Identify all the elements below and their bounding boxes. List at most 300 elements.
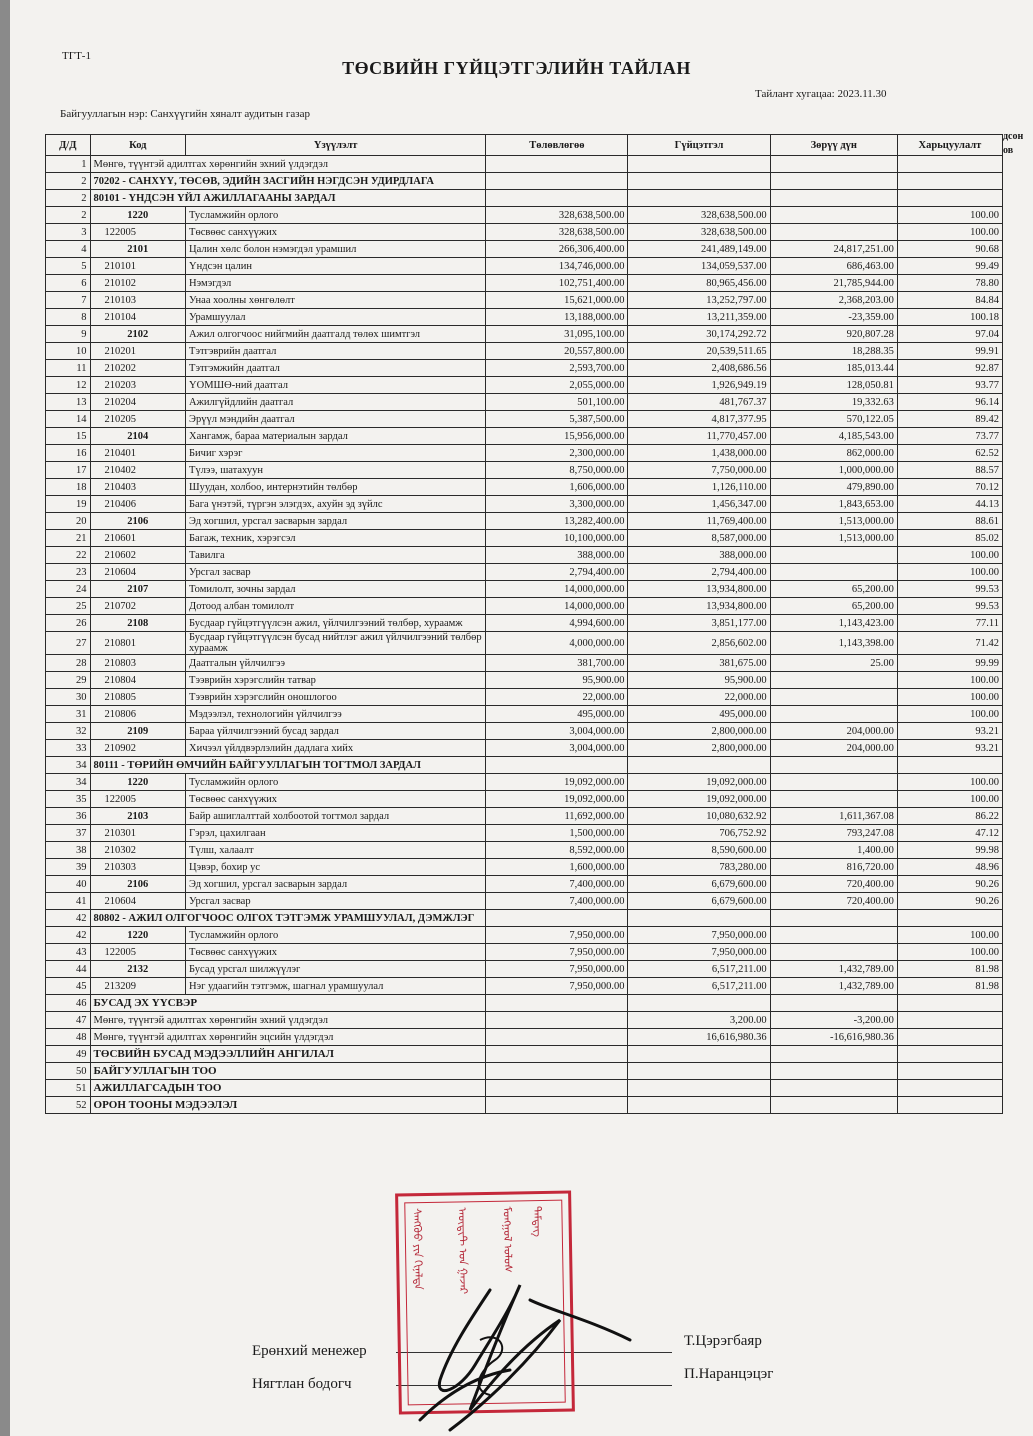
manager-name: Т.Цэрэгбаяр — [684, 1333, 762, 1349]
budget-code: 210303 — [90, 859, 185, 876]
budget-code: 210402 — [90, 462, 185, 479]
actual-cell: 80,965,456.00 — [628, 275, 770, 292]
diff-cell: 920,807.28 — [770, 326, 897, 343]
actual-cell: 11,770,457.00 — [628, 428, 770, 445]
table-row — [46, 808, 1003, 825]
plan-cell: 13,282,400.00 — [486, 513, 628, 530]
budget-code: 2108 — [90, 615, 185, 632]
budget-code: 210403 — [90, 479, 185, 496]
plan-cell: 10,100,000.00 — [486, 530, 628, 547]
actual-cell — [628, 1097, 770, 1114]
row-number: 33 — [46, 740, 91, 757]
percent-cell: 100.00 — [897, 927, 1002, 944]
table-body — [46, 156, 1003, 1114]
percent-cell: 93.21 — [897, 723, 1002, 740]
diff-cell: 1,400.00 — [770, 842, 897, 859]
row-number: 14 — [46, 411, 91, 428]
percent-cell: 62.52 — [897, 445, 1002, 462]
budget-code: 210902 — [90, 740, 185, 757]
actual-cell: 6,679,600.00 — [628, 876, 770, 893]
row-number: 2 — [46, 207, 91, 224]
budget-code: 210401 — [90, 445, 185, 462]
row-number: 44 — [46, 961, 91, 978]
diff-cell: 720,400.00 — [770, 893, 897, 910]
row-number: 30 — [46, 689, 91, 706]
subsection-title: 80101 - ҮНДСЭН ҮЙЛ АЖИЛЛАГААНЫ ЗАРДАЛ — [90, 190, 486, 207]
plan-cell: 495,000.00 — [486, 706, 628, 723]
actual-cell: 8,590,600.00 — [628, 842, 770, 859]
percent-cell: 86.22 — [897, 808, 1002, 825]
actual-cell — [628, 1046, 770, 1063]
table-row — [46, 995, 1003, 1012]
percent-cell — [897, 757, 1002, 774]
plan-cell: 7,950,000.00 — [486, 927, 628, 944]
budget-code: 2106 — [90, 513, 185, 530]
table-row — [46, 513, 1003, 530]
row-label: Дотоод албан томилолт — [186, 598, 486, 615]
plan-cell: 2,055,000.00 — [486, 377, 628, 394]
diff-cell: 1,143,423.00 — [770, 615, 897, 632]
row-number: 10 — [46, 343, 91, 360]
row-label: Мөнгө, түүнтэй адилтгах хөрөнгийн эхний үлдэгдэл — [90, 1012, 486, 1029]
percent-cell — [897, 190, 1002, 207]
actual-cell: 706,752.92 — [628, 825, 770, 842]
row-number: 1 — [46, 156, 91, 173]
diff-cell — [770, 1097, 897, 1114]
row-label: Цэвэр, бохир ус — [186, 859, 486, 876]
diff-cell — [770, 224, 897, 241]
row-label: Урсгал засвар — [186, 564, 486, 581]
actual-cell: 7,950,000.00 — [628, 944, 770, 961]
percent-cell: 100.00 — [897, 689, 1002, 706]
budget-code: 210805 — [90, 689, 185, 706]
accountant-name: П.Наранцэцэг — [684, 1366, 774, 1382]
row-number: 4 — [46, 241, 91, 258]
budget-code: 1220 — [90, 207, 185, 224]
diff-cell: 25.00 — [770, 655, 897, 672]
budget-code: 210103 — [90, 292, 185, 309]
row-label: Даатгалын үйлчилгээ — [186, 655, 486, 672]
actual-cell: 328,638,500.00 — [628, 224, 770, 241]
percent-cell: 77.11 — [897, 615, 1002, 632]
table-row — [46, 615, 1003, 632]
row-label: ТӨСВИЙН БУСАД МЭДЭЭЛЛИЙН АНГИЛАЛ — [90, 1046, 486, 1063]
plan-cell: 15,956,000.00 — [486, 428, 628, 445]
row-number: 49 — [46, 1046, 91, 1063]
budget-code: 2132 — [90, 961, 185, 978]
budget-code: 122005 — [90, 944, 185, 961]
table-row — [46, 547, 1003, 564]
diff-cell — [770, 547, 897, 564]
row-number: 12 — [46, 377, 91, 394]
budget-code: 210104 — [90, 309, 185, 326]
table-row — [46, 1080, 1003, 1097]
row-number: 28 — [46, 655, 91, 672]
diff-cell: 4,185,543.00 — [770, 428, 897, 445]
row-number: 21 — [46, 530, 91, 547]
percent-cell: 90.26 — [897, 876, 1002, 893]
section-title: 80111 - ТӨРИЙН ӨМЧИЙН БАЙГУУЛЛАГЫН ТОГТМОЛ ЗАРДАЛ — [90, 757, 486, 774]
diff-cell: 204,000.00 — [770, 740, 897, 757]
actual-cell: 6,679,600.00 — [628, 893, 770, 910]
row-number: 15 — [46, 428, 91, 445]
percent-cell: 99.53 — [897, 598, 1002, 615]
percent-cell: 90.68 — [897, 241, 1002, 258]
row-number: 34 — [46, 757, 91, 774]
plan-cell — [486, 995, 628, 1012]
table-row — [46, 241, 1003, 258]
percent-cell: 100.00 — [897, 224, 1002, 241]
percent-cell — [897, 1046, 1002, 1063]
header-name: Үзүүлэлт — [186, 135, 486, 156]
diff-cell — [770, 774, 897, 791]
percent-cell: 100.00 — [897, 706, 1002, 723]
actual-cell: 13,934,800.00 — [628, 581, 770, 598]
actual-cell: 2,800,000.00 — [628, 723, 770, 740]
row-label: Бусдаар гүйцэтгүүлсэн ажил, үйлчилгээний төлбөр, хураамж — [186, 615, 486, 632]
plan-cell: 15,621,000.00 — [486, 292, 628, 309]
row-label: Бусад урсгал шилжүүлэг — [186, 961, 486, 978]
actual-cell: 134,059,537.00 — [628, 258, 770, 275]
table-row — [46, 326, 1003, 343]
plan-cell: 13,188,000.00 — [486, 309, 628, 326]
actual-cell: 381,675.00 — [628, 655, 770, 672]
row-label: Мэдээлэл, технологийн үйлчилгээ — [186, 706, 486, 723]
diff-cell: 720,400.00 — [770, 876, 897, 893]
header-actual: Гүйцэтгэл — [628, 135, 770, 156]
plan-cell: 14,000,000.00 — [486, 581, 628, 598]
percent-cell: 93.21 — [897, 740, 1002, 757]
budget-code: 1220 — [90, 774, 185, 791]
budget-table — [45, 134, 1003, 1114]
row-label: Шуудан, холбоо, интернэтийн төлбөр — [186, 479, 486, 496]
percent-cell: 84.84 — [897, 292, 1002, 309]
diff-cell: 19,332.63 — [770, 394, 897, 411]
row-number: 34 — [46, 774, 91, 791]
actual-cell: 19,092,000.00 — [628, 791, 770, 808]
stamp-text: ᠠᠦ᠋ᠳᠢᠲ ᠤᠨ ᠭᠠᠵᠠᠷ — [455, 1207, 469, 1295]
percent-cell: 99.99 — [897, 655, 1002, 672]
diff-cell: -23,359.00 — [770, 309, 897, 326]
diff-cell: 128,050.81 — [770, 377, 897, 394]
row-number: 6 — [46, 275, 91, 292]
table-row — [46, 411, 1003, 428]
plan-cell: 328,638,500.00 — [486, 207, 628, 224]
table-row — [46, 445, 1003, 462]
table-row — [46, 360, 1003, 377]
plan-cell: 31,095,100.00 — [486, 326, 628, 343]
row-label: Тээврийн хэрэгслийн татвар — [186, 672, 486, 689]
percent-cell — [897, 1012, 1002, 1029]
table-row — [46, 825, 1003, 842]
percent-cell — [897, 995, 1002, 1012]
table-row — [46, 394, 1003, 411]
actual-cell: 3,851,177.00 — [628, 615, 770, 632]
plan-cell: 388,000.00 — [486, 547, 628, 564]
plan-cell: 22,000.00 — [486, 689, 628, 706]
row-number: 43 — [46, 944, 91, 961]
budget-code: 210202 — [90, 360, 185, 377]
diff-cell: 479,890.00 — [770, 479, 897, 496]
plan-cell: 3,004,000.00 — [486, 740, 628, 757]
percent-cell: 100.18 — [897, 309, 1002, 326]
row-label: Төсвөөс санхүүжих — [186, 791, 486, 808]
actual-cell — [628, 757, 770, 774]
row-number: 41 — [46, 893, 91, 910]
actual-cell: 481,767.37 — [628, 394, 770, 411]
actual-cell: 13,211,359.00 — [628, 309, 770, 326]
table-row — [46, 581, 1003, 598]
percent-cell: 48.96 — [897, 859, 1002, 876]
budget-code: 210302 — [90, 842, 185, 859]
plan-cell — [486, 1046, 628, 1063]
row-number: 17 — [46, 462, 91, 479]
budget-code: 2101 — [90, 241, 185, 258]
plan-cell: 1,606,000.00 — [486, 479, 628, 496]
actual-cell: 2,408,686.56 — [628, 360, 770, 377]
actual-cell: 2,794,400.00 — [628, 564, 770, 581]
plan-cell: 11,692,000.00 — [486, 808, 628, 825]
row-number: 7 — [46, 292, 91, 309]
row-number: 47 — [46, 1012, 91, 1029]
diff-cell — [770, 757, 897, 774]
diff-cell — [770, 1046, 897, 1063]
diff-cell: 1,000,000.00 — [770, 462, 897, 479]
percent-cell — [897, 910, 1002, 927]
plan-cell — [486, 1063, 628, 1080]
row-label: Хичээл үйлдвэрлэлийн дадлага хийх — [186, 740, 486, 757]
actual-cell: 11,769,400.00 — [628, 513, 770, 530]
budget-code: 210406 — [90, 496, 185, 513]
plan-cell — [486, 190, 628, 207]
diff-cell: 1,432,789.00 — [770, 978, 897, 995]
percent-cell: 70.12 — [897, 479, 1002, 496]
accountant-label: Нягтлан бодогч — [252, 1376, 352, 1392]
budget-code: 210702 — [90, 598, 185, 615]
percent-cell: 93.77 — [897, 377, 1002, 394]
percent-cell: 90.26 — [897, 893, 1002, 910]
diff-cell: 862,000.00 — [770, 445, 897, 462]
diff-cell — [770, 173, 897, 190]
percent-cell: 100.00 — [897, 791, 1002, 808]
budget-code: 2107 — [90, 581, 185, 598]
percent-cell: 78.80 — [897, 275, 1002, 292]
percent-cell — [897, 156, 1002, 173]
budget-code: 210803 — [90, 655, 185, 672]
diff-cell: 21,785,944.00 — [770, 275, 897, 292]
percent-cell: 96.14 — [897, 394, 1002, 411]
budget-code: 1220 — [90, 927, 185, 944]
actual-cell: 10,080,632.92 — [628, 808, 770, 825]
row-label: Бичиг хэрэг — [186, 445, 486, 462]
actual-cell: 19,092,000.00 — [628, 774, 770, 791]
diff-cell — [770, 207, 897, 224]
plan-cell: 8,750,000.00 — [486, 462, 628, 479]
row-number: 13 — [46, 394, 91, 411]
plan-cell — [486, 1080, 628, 1097]
percent-cell: 100.00 — [897, 944, 1002, 961]
table-row — [46, 190, 1003, 207]
plan-cell: 7,950,000.00 — [486, 978, 628, 995]
actual-cell — [628, 1080, 770, 1097]
row-number: 18 — [46, 479, 91, 496]
report-title: ТӨСВИЙН ГҮЙЦЭТГЭЛИЙН ТАЙЛАН — [342, 58, 691, 78]
plan-cell: 1,600,000.00 — [486, 859, 628, 876]
diff-cell — [770, 927, 897, 944]
row-number: 35 — [46, 791, 91, 808]
percent-cell: 99.53 — [897, 581, 1002, 598]
diff-cell: -16,616,980.36 — [770, 1029, 897, 1046]
row-number: 27 — [46, 632, 91, 655]
percent-cell: 92.87 — [897, 360, 1002, 377]
percent-cell: 100.00 — [897, 672, 1002, 689]
row-number: 48 — [46, 1029, 91, 1046]
percent-cell — [897, 1080, 1002, 1097]
row-number: 46 — [46, 995, 91, 1012]
actual-cell: 6,517,211.00 — [628, 961, 770, 978]
table-row — [46, 689, 1003, 706]
actual-cell: 1,126,110.00 — [628, 479, 770, 496]
plan-cell: 5,387,500.00 — [486, 411, 628, 428]
table-row — [46, 156, 1003, 173]
plan-cell: 134,746,000.00 — [486, 258, 628, 275]
budget-code: 210602 — [90, 547, 185, 564]
actual-cell — [628, 995, 770, 1012]
plan-cell: 20,557,800.00 — [486, 343, 628, 360]
header-code: Код — [90, 135, 185, 156]
table-row — [46, 1063, 1003, 1080]
row-label: Тэтгэмжийн даатгал — [186, 360, 486, 377]
budget-code: 210804 — [90, 672, 185, 689]
budget-code: 210601 — [90, 530, 185, 547]
table-row — [46, 292, 1003, 309]
percent-cell: 81.98 — [897, 961, 1002, 978]
actual-cell: 22,000.00 — [628, 689, 770, 706]
actual-cell — [628, 1063, 770, 1080]
diff-cell: 65,200.00 — [770, 581, 897, 598]
header-plan: Төлөвлөгөө — [486, 135, 628, 156]
diff-cell: 204,000.00 — [770, 723, 897, 740]
row-number: 29 — [46, 672, 91, 689]
budget-code: 210205 — [90, 411, 185, 428]
row-label: БУСАД ЭХ ҮҮСВЭР — [90, 995, 486, 1012]
actual-cell — [628, 156, 770, 173]
actual-cell: 95,900.00 — [628, 672, 770, 689]
plan-cell: 266,306,400.00 — [486, 241, 628, 258]
actual-cell: 3,200.00 — [628, 1012, 770, 1029]
actual-cell: 4,817,377.95 — [628, 411, 770, 428]
table-row — [46, 774, 1003, 791]
row-label: Тээврийн хэрэгслийн оношлогоо — [186, 689, 486, 706]
row-number: 2 — [46, 190, 91, 207]
budget-code: 210806 — [90, 706, 185, 723]
row-label: Багаж, техник, хэрэгсэл — [186, 530, 486, 547]
diff-cell — [770, 995, 897, 1012]
row-label: Нэг удаагийн тэтгэмж, шагнал урамшуулал — [186, 978, 486, 995]
actual-cell: 8,587,000.00 — [628, 530, 770, 547]
plan-cell — [486, 1097, 628, 1114]
percent-cell: 71.42 — [897, 632, 1002, 655]
table-row — [46, 672, 1003, 689]
row-number: 2 — [46, 173, 91, 190]
table-row — [46, 723, 1003, 740]
plan-cell: 1,500,000.00 — [486, 825, 628, 842]
table-row — [46, 910, 1003, 927]
diff-cell — [770, 1080, 897, 1097]
plan-cell: 8,592,000.00 — [486, 842, 628, 859]
row-label: ОРОН ТООНЫ МЭДЭЭЛЭЛ — [90, 1097, 486, 1114]
row-label: Эд хогшил, урсгал засварын зардал — [186, 513, 486, 530]
row-label: Мөнгө, түүнтэй адилтгах хөрөнгийн эхний үлдэгдэл — [90, 156, 486, 173]
diff-cell: 65,200.00 — [770, 598, 897, 615]
row-label: Хангамж, бараа материалын зардал — [186, 428, 486, 445]
actual-cell: 7,750,000.00 — [628, 462, 770, 479]
plan-cell — [486, 1012, 628, 1029]
row-number: 52 — [46, 1097, 91, 1114]
percent-cell: 44.13 — [897, 496, 1002, 513]
row-label: Төсвөөс санхүүжих — [186, 224, 486, 241]
row-label: Тэтгэврийн даатгал — [186, 343, 486, 360]
row-number: 38 — [46, 842, 91, 859]
budget-code: 210801 — [90, 632, 185, 655]
budget-code: 2106 — [90, 876, 185, 893]
plan-cell: 2,794,400.00 — [486, 564, 628, 581]
percent-cell: 100.00 — [897, 774, 1002, 791]
table-row — [46, 377, 1003, 394]
row-number: 20 — [46, 513, 91, 530]
row-label: Төсвөөс санхүүжих — [186, 944, 486, 961]
row-number: 39 — [46, 859, 91, 876]
budget-code: 210604 — [90, 564, 185, 581]
actual-cell: 1,438,000.00 — [628, 445, 770, 462]
row-label: БАЙГУУЛЛАГЫН ТОО — [90, 1063, 486, 1080]
row-label: Тусламжийн орлого — [186, 927, 486, 944]
percent-cell: 47.12 — [897, 825, 1002, 842]
actual-cell: 6,517,211.00 — [628, 978, 770, 995]
row-number: 8 — [46, 309, 91, 326]
table-row — [46, 479, 1003, 496]
row-number: 42 — [46, 927, 91, 944]
table-row — [46, 496, 1003, 513]
table-row — [46, 893, 1003, 910]
plan-cell: 14,000,000.00 — [486, 598, 628, 615]
actual-cell: 388,000.00 — [628, 547, 770, 564]
table-row — [46, 757, 1003, 774]
row-number: 31 — [46, 706, 91, 723]
diff-cell — [770, 910, 897, 927]
budget-code: 122005 — [90, 224, 185, 241]
percent-cell — [897, 1029, 1002, 1046]
row-label: Тусламжийн орлого — [186, 207, 486, 224]
table-header — [46, 135, 1003, 156]
percent-cell: 97.04 — [897, 326, 1002, 343]
table-row — [46, 275, 1003, 292]
row-label: Түлш, халаалт — [186, 842, 486, 859]
row-label: Тусламжийн орлого — [186, 774, 486, 791]
diff-cell — [770, 672, 897, 689]
row-number: 42 — [46, 910, 91, 927]
table-row — [46, 173, 1003, 190]
organization-name: Байгууллагын нэр: Санхүүгийн хяналт аудитын газар — [60, 108, 310, 120]
row-number: 51 — [46, 1080, 91, 1097]
actual-cell: 13,934,800.00 — [628, 598, 770, 615]
diff-cell — [770, 689, 897, 706]
diff-cell: 570,122.05 — [770, 411, 897, 428]
actual-cell: 2,800,000.00 — [628, 740, 770, 757]
actual-cell: 241,489,149.00 — [628, 241, 770, 258]
row-label: Унаа хоолны хөнгөлөлт — [186, 292, 486, 309]
percent-cell: 73.77 — [897, 428, 1002, 445]
